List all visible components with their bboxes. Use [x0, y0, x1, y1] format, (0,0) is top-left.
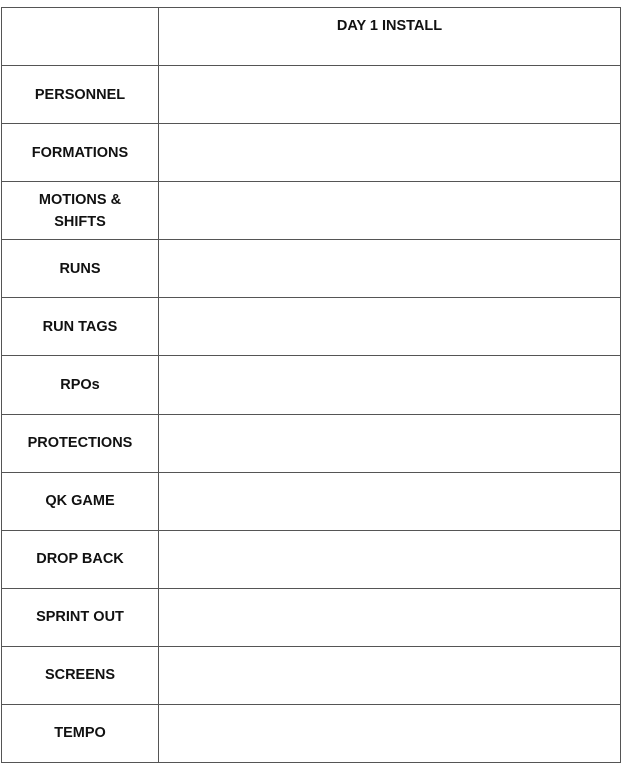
- table-title: DAY 1 INSTALL: [159, 8, 621, 66]
- row-label: RUNS: [2, 240, 159, 298]
- table-row: [2, 414, 621, 472]
- table-row: [2, 704, 621, 762]
- row-label: RPOs: [2, 356, 159, 414]
- corner-cell: [2, 8, 159, 66]
- row-entry-cell[interactable]: [159, 356, 621, 414]
- row-entry-cell[interactable]: [159, 414, 621, 472]
- row-label: MOTIONS & SHIFTS: [2, 182, 159, 240]
- table-row: [2, 298, 621, 356]
- row-entry-cell[interactable]: [159, 298, 621, 356]
- row-entry-cell[interactable]: [159, 124, 621, 182]
- row-label: SCREENS: [2, 646, 159, 704]
- row-entry-cell[interactable]: [159, 66, 621, 124]
- row-entry-cell[interactable]: [159, 240, 621, 298]
- table-row: [2, 588, 621, 646]
- row-entry-cell[interactable]: [159, 472, 621, 530]
- table-row: [2, 472, 621, 530]
- header-row: [2, 8, 621, 66]
- row-label: PERSONNEL: [2, 66, 159, 124]
- table-row: [2, 240, 621, 298]
- row-entry-cell[interactable]: [159, 530, 621, 588]
- row-entry-cell[interactable]: [159, 704, 621, 762]
- table-row: [2, 124, 621, 182]
- row-entry-cell[interactable]: [159, 588, 621, 646]
- table-row: [2, 66, 621, 124]
- row-label: QK GAME: [2, 472, 159, 530]
- row-entry-cell[interactable]: [159, 646, 621, 704]
- table-row: [2, 646, 621, 704]
- row-label: SPRINT OUT: [2, 588, 159, 646]
- table-row: [2, 182, 621, 240]
- row-label: PROTECTIONS: [2, 414, 159, 472]
- row-label: FORMATIONS: [2, 124, 159, 182]
- row-label: RUN TAGS: [2, 298, 159, 356]
- row-label: DROP BACK: [2, 530, 159, 588]
- install-table: [1, 7, 621, 763]
- row-label: TEMPO: [2, 704, 159, 762]
- table-row: [2, 530, 621, 588]
- table-row: [2, 356, 621, 414]
- row-entry-cell[interactable]: [159, 182, 621, 240]
